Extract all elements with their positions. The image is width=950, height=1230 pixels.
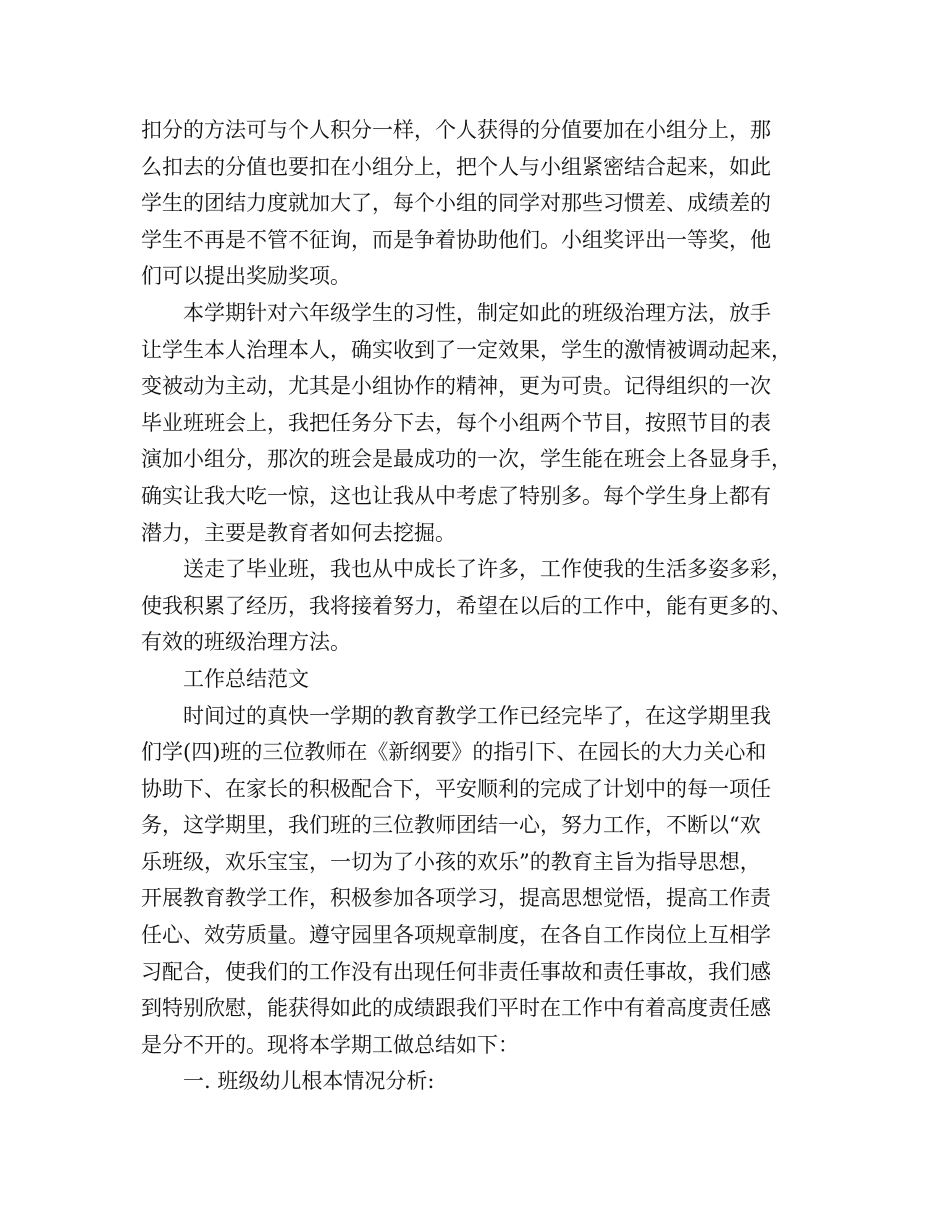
text-line: 时间过的真快一学期的教育教学工作已经完毕了，在这学期里我 xyxy=(183,703,771,728)
text-line: 开展教育教学工作，积极参加各项学习，提高思想觉悟，提高工作责 xyxy=(141,886,771,911)
text-line: 毕业班班会上，我把任务分下去，每个小组两个节目，按照节目的表 xyxy=(141,410,771,435)
text-line: 是分不开的。现将本学期工做总结如下： xyxy=(141,1032,519,1057)
text-line: 扣分的方法可与个人积分一样，个人获得的分值要加在小组分上，那 xyxy=(141,118,771,142)
text-line: 们学(四)班的三位教师在《新纲要》的指引下、在园长的大力关心和 xyxy=(141,740,767,765)
text-line: 务，这学期里，我们班的三位教师团结一心，努力工作，不断以“欢 xyxy=(141,813,761,838)
text-line: 本学期针对六年级学生的习性，制定如此的班级治理方法，放手 xyxy=(183,300,771,325)
text-line: 到特别欣慰，能获得如此的成绩跟我们平时在工作中有着高度责任感 xyxy=(141,996,771,1021)
text-line: 确实让我大吃一惊，这也让我从中考虑了特别多。每个学生身上都有 xyxy=(141,483,771,508)
document-body xyxy=(141,112,821,1100)
text-line: 学生不再是不管不征询，而是争着协助他们。小组奖评出一等奖，他 xyxy=(141,227,771,252)
section-title: 工作总结范文 xyxy=(183,666,309,691)
text-line: 让学生本人治理本人，确实收到了一定效果，学生的激情被调动起来， xyxy=(141,337,792,362)
text-line: 送走了毕业班，我也从中成长了许多，工作使我的生活多姿多彩， xyxy=(183,557,792,582)
text-line: 有效的班级治理方法。 xyxy=(141,630,351,655)
text-line: 任心、效劳质量。遵守园里各项规章制度，在各自工作岗位上互相学 xyxy=(141,923,771,948)
text-line: 们可以提出奖励奖项。 xyxy=(141,264,351,289)
text-line: 么扣去的分值也要扣在小组分上，把个人与小组紧密结合起来，如此 xyxy=(141,154,771,179)
section-heading: 一. 班级幼儿根本情况分析: xyxy=(183,1069,435,1094)
text-line: 乐班级，欢乐宝宝，一切为了小孩的欢乐”的教育主旨为指导思想， xyxy=(141,849,761,874)
text-line: 潜力，主要是教育者如何去挖掘。 xyxy=(141,520,456,545)
text-line: 使我积累了经历，我将接着努力，希望在以后的工作中，能有更多的、 xyxy=(141,593,792,618)
text-line: 学生的团结力度就加大了，每个小组的同学对那些习惯差、成绩差的 xyxy=(141,191,771,216)
text-line: 习配合，使我们的工作没有出现任何非责任事故和责任事故，我们感 xyxy=(141,959,771,984)
text-line: 协助下、在家长的积极配合下，平安顺利的完成了计划中的每一项任 xyxy=(141,776,771,801)
text-line: 变被动为主动，尤其是小组协作的精神，更为可贵。记得组织的一次 xyxy=(141,374,771,399)
text-line: 演加小组分，那次的班会是最成功的一次，学生能在班会上各显身手， xyxy=(141,447,792,472)
